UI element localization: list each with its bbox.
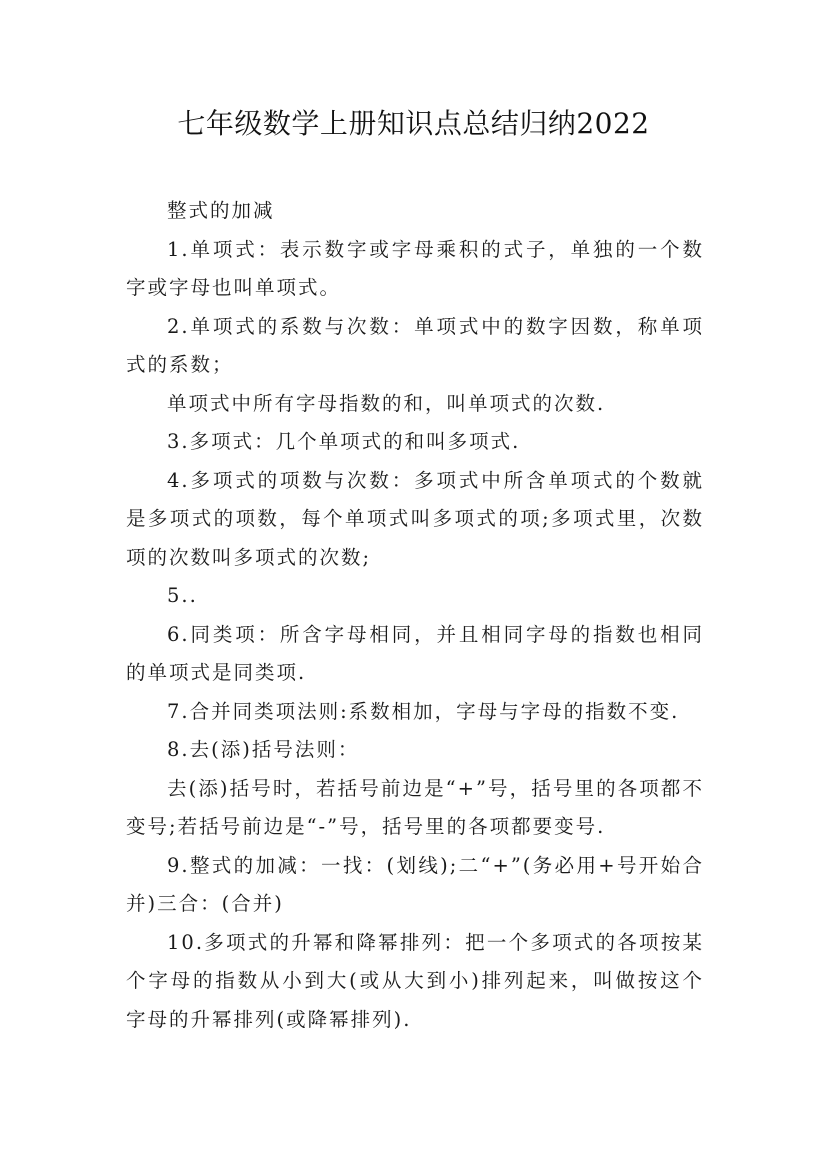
paragraph-1: 1.单项式：表示数字或字母乘积的式子，单独的一个数字或字母也叫单项式。 — [126, 237, 704, 299]
paragraph-11: 9.整式的加减：一找：(划线);二“+”(务必用+号开始合并)三合：(合并) — [126, 853, 704, 915]
document-title: 七年级数学上册知识点总结归纳2022 — [177, 107, 650, 140]
paragraph-5: 4.多项式的项数与次数：多项式中所含单项式的个数就是多项式的项数，每个单项式叫多项式的项;多项式里，次数项的次数叫多项式的次数; — [126, 468, 704, 569]
paragraph-10: 去(添)括号时，若括号前边是“+”号，括号里的各项都不变号;若括号前边是“-”号，括号里的各项都要变号. — [126, 776, 704, 838]
document-body — [126, 192, 704, 1039]
paragraph-2: 2.单项式的系数与次数：单项式中的数字因数，称单项式的系数； — [126, 314, 704, 376]
paragraph-8: 7.合并同类项法则:系数相加，字母与字母的指数不变. — [167, 699, 680, 723]
paragraph-3: 单项式中所有字母指数的和，叫单项式的次数. — [167, 391, 606, 415]
paragraph-6: 5.. — [167, 584, 198, 607]
section-heading: 整式的加减 — [167, 199, 275, 222]
paragraph-4: 3.多项式：几个单项式的和叫多项式. — [167, 430, 521, 453]
paragraph-12: 10.多项式的升幂和降幂排列：把一个多项式的各项按某个字母的指数从小到大(或从大到小)排列起来，叫做按这个字母的升幂排列(或降幂排列). — [126, 930, 704, 1031]
paragraph-7: 6.同类项：所含字母相同，并且相同字母的指数也相同的单项式是同类项. — [126, 622, 704, 684]
paragraph-9: 8.去(添)括号法则： — [167, 738, 360, 761]
